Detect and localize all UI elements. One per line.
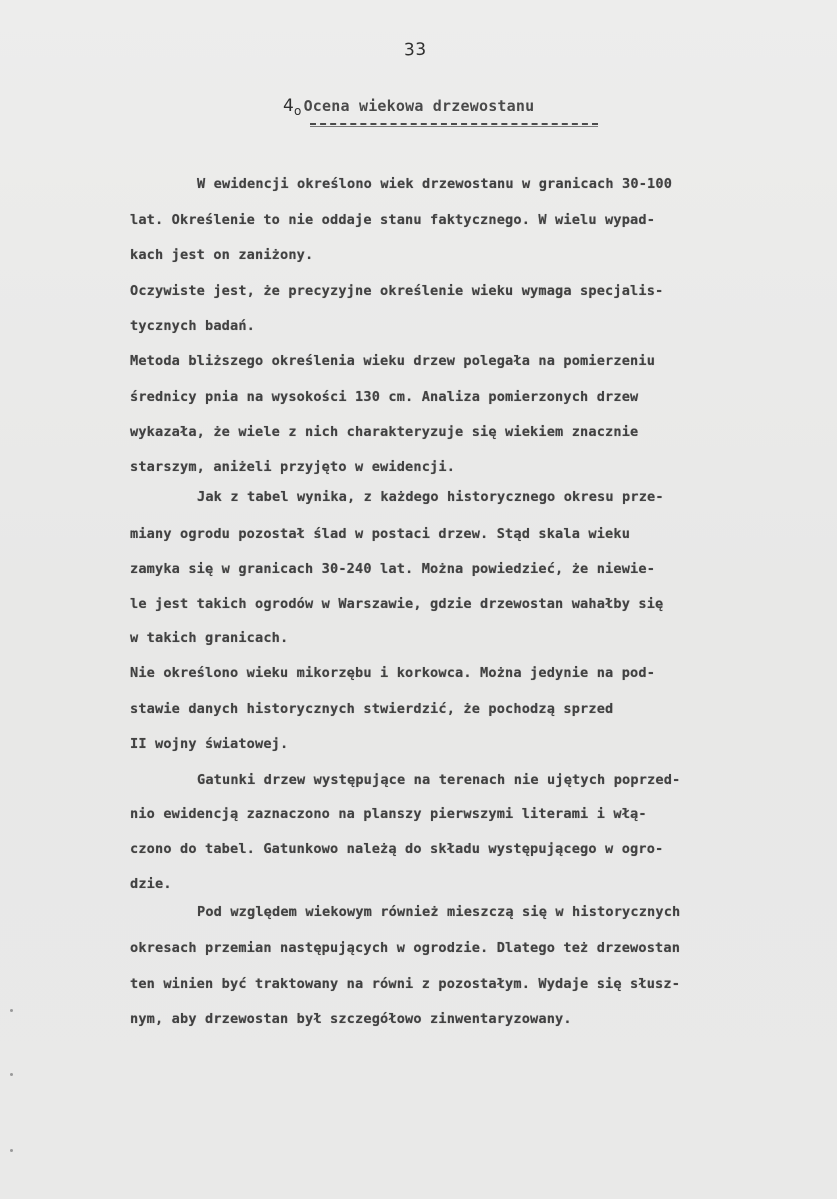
text-line: le jest takich ogrodów w Warszawie, gdzie drzewostan wahałby się [130,596,664,612]
text-line: Nie określono wieku mikorzębu i korkowca. Można jedynie na pod- [130,665,656,681]
section-heading [283,96,534,118]
section-number-separator: o [294,104,302,118]
text-line: ten winien być traktowany na równi z pozostałym. Wydaje się słusz- [130,976,681,992]
text-line: II wojny światowej. [130,736,289,752]
text-line: okresach przemian następujących w ogrodzie. Dlatego też drzewostan [130,940,681,956]
margin-speck [10,1073,13,1076]
text-line: nym, aby drzewostan był szczegółowo zinwentaryzowany. [130,1011,572,1027]
page-number: 33 [403,39,427,61]
text-line: kach jest on zaniżony. [130,247,314,263]
text-line: Pod względem wiekowym również mieszczą się w historycznych [197,904,681,920]
section-number: 4 [283,96,295,116]
text-line: Gatunki drzew występujące na terenach nie ujętych poprzed- [197,772,681,788]
text-line: nio ewidencją zaznaczono na planszy pierwszymi literami i włą- [130,806,647,822]
text-line: Jak z tabel wynika, z każdego historycznego okresu prze- [197,489,664,505]
text-line: miany ogrodu pozostał ślad w postaci drzew. Stąd skala wieku [130,526,631,542]
text-line: dzie. [130,876,172,892]
section-title: Ocena wiekowa drzewostanu [303,97,535,115]
heading-underline-thin [310,126,598,127]
text-line: zamyka się w granicach 30-240 lat. Można powiedzieć, że niewie- [130,561,656,577]
text-line: w takich granicach. [130,630,289,646]
text-line: czono do tabel. Gatunkowo należą do składu występującego w ogro- [130,841,664,857]
text-line: wykazała, że wiele z nich charakteryzuje się wiekiem znacznie [130,424,639,440]
text-line: Oczywiste jest, że precyzyjne określenie wieku wymaga specjalis- [130,283,664,299]
text-line: tycznych badań. [130,318,256,334]
text-line: starszym, aniżeli przyjęto w ewidencji. [130,459,456,475]
text-line: średnicy pnia na wysokości 130 cm. Analiza pomierzonych drzew [130,389,639,405]
heading-underline [310,123,598,125]
text-line: stawie danych historycznych stwierdzić, że pochodzą sprzed [130,701,614,717]
margin-speck [10,1149,13,1152]
text-line: lat. Określenie to nie oddaje stanu faktycznego. W wielu wypad- [130,212,656,228]
margin-speck [10,1009,13,1012]
text-line: Metoda bliższego określenia wieku drzew polegała na pomierzeniu [130,353,656,369]
text-line: W ewidencji określono wiek drzewostanu w granicach 30-100 [197,176,673,192]
